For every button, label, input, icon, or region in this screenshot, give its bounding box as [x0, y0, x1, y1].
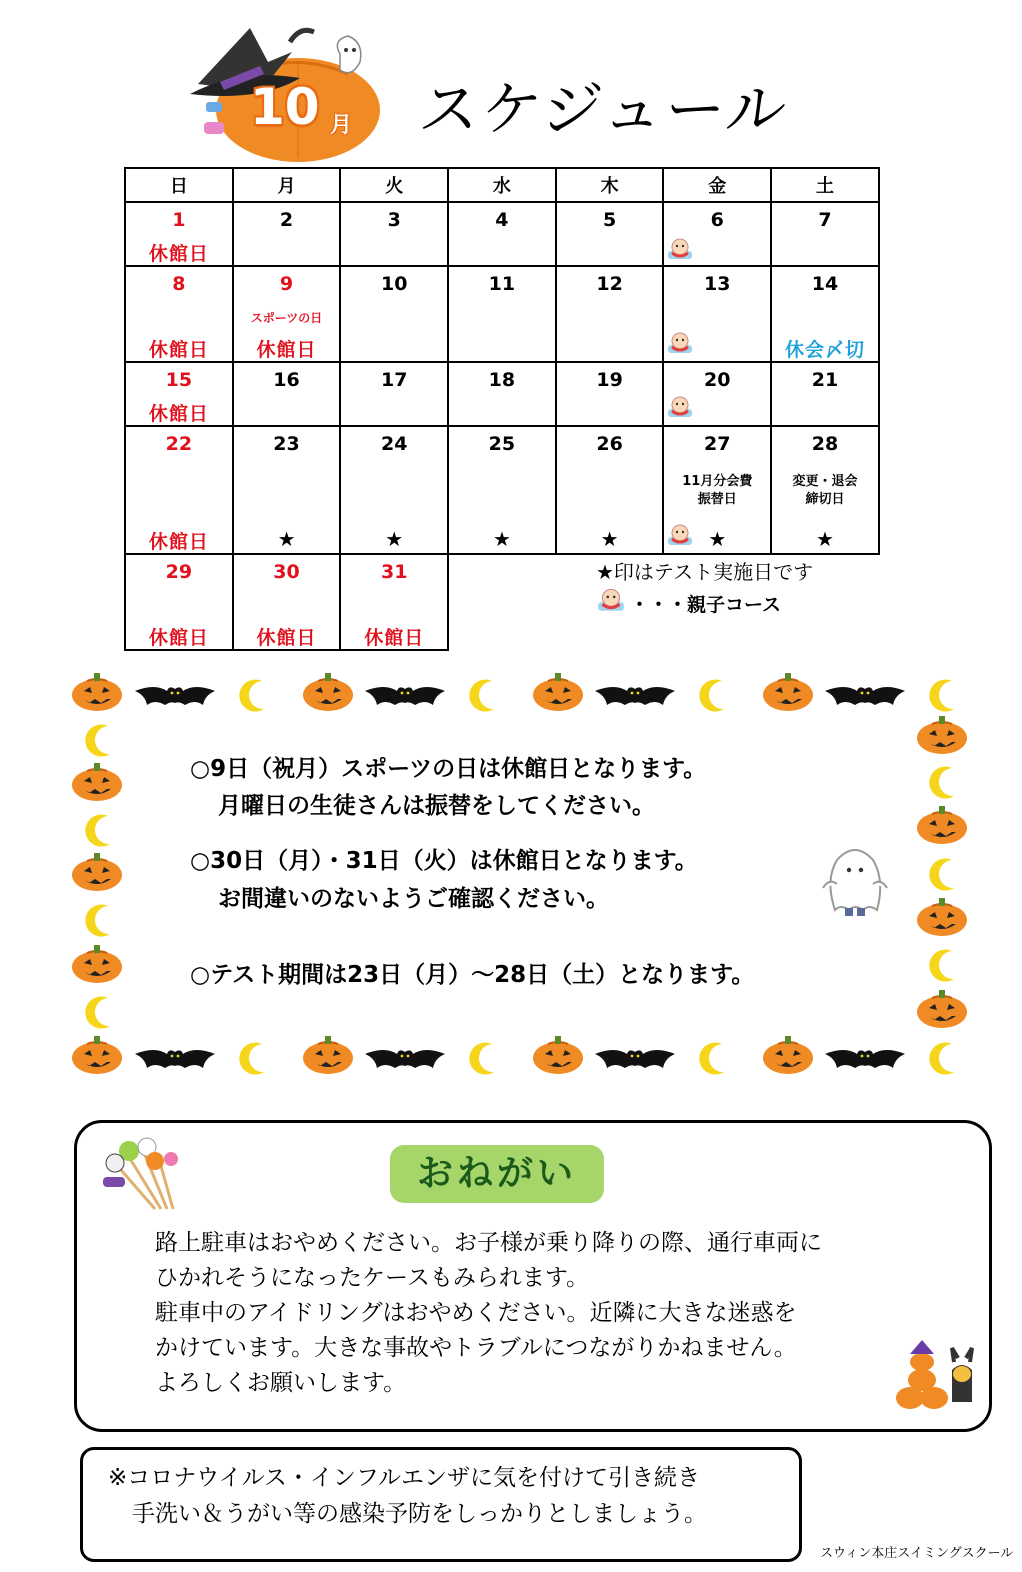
moon-icon	[929, 859, 954, 891]
day-cell-4	[448, 202, 556, 266]
calendar-week-3	[125, 362, 879, 426]
pumpkin-icon	[917, 990, 967, 1028]
day-cell-15	[125, 362, 233, 426]
notice-line-4: お間違いのないようご確認ください。	[218, 886, 609, 912]
day-cell-26	[556, 426, 664, 554]
day-cell-5	[556, 202, 664, 266]
day-cell-2	[233, 202, 341, 266]
day-cell-1	[125, 202, 233, 266]
day-cell-21	[771, 362, 879, 426]
closed-label: 休館日	[148, 339, 209, 361]
bat-icon	[825, 1050, 905, 1068]
day-number: 28	[811, 433, 839, 455]
bat-icon	[825, 687, 905, 705]
day-number: 1	[172, 209, 186, 231]
pumpkin-pile-icon	[892, 1340, 982, 1412]
calendar-week-1	[125, 202, 879, 266]
weekday-mon: 月	[233, 168, 341, 202]
day-number: 5	[602, 209, 617, 231]
day-number: 12	[596, 273, 623, 295]
day-cell-22	[125, 426, 233, 554]
fee-transfer-note	[664, 473, 770, 509]
day-cell-9	[233, 266, 341, 362]
notice-line-2: 月曜日の生徒さんは振替をしてください。	[218, 793, 655, 819]
moon-icon	[239, 680, 264, 712]
request-title: おねがい	[390, 1145, 604, 1203]
weekday-tue: 火	[340, 168, 448, 202]
day-number: 23	[273, 433, 300, 455]
request-line: かけています。大きな事故やトラブルにつながりかねません。	[155, 1335, 797, 1361]
closed-label: 休館日	[256, 627, 317, 649]
day-number: 31	[380, 561, 408, 583]
test-day-star: ★	[816, 527, 834, 551]
moon-icon	[85, 725, 110, 757]
bat-icon	[135, 687, 215, 705]
bat-icon	[365, 1050, 445, 1068]
pumpkin-icon	[72, 673, 122, 711]
moon-icon	[239, 1043, 264, 1075]
day-cell-18	[448, 362, 556, 426]
day-number: 11	[488, 273, 516, 295]
request-text	[155, 1226, 822, 1401]
closed-label: 休館日	[148, 531, 209, 553]
test-day-star: ★	[277, 527, 296, 551]
day-number: 27	[704, 433, 731, 455]
moon-icon	[469, 680, 494, 712]
weekday-thu: 木	[556, 168, 664, 202]
parent-child-legend: ・・・親子コース	[630, 594, 782, 616]
day-number: 6	[710, 209, 724, 231]
day-cell-27	[663, 426, 771, 554]
day-cell-24	[340, 426, 448, 554]
day-number: 25	[488, 433, 516, 455]
closed-label: 休館日	[148, 243, 209, 265]
weekday-sat: 土	[771, 168, 879, 202]
day-cell-31	[340, 554, 448, 650]
test-day-star: ★	[600, 527, 619, 551]
change-deadline-note	[772, 473, 878, 509]
day-cell-6	[663, 202, 771, 266]
month-number: 10	[250, 78, 320, 136]
weekday-sun: 日	[125, 168, 233, 202]
month-unit: 月	[330, 113, 353, 138]
day-number: 10	[380, 273, 408, 295]
school-name: スウィン本庄スイミングスクール	[820, 1546, 1014, 1561]
page-title: スケジュール	[415, 75, 792, 145]
weekday-header-row	[125, 168, 879, 202]
baby-icon	[666, 235, 694, 261]
notice-line-5: ○テスト期間は23日（月）～28日（土）となります。	[190, 962, 755, 988]
day-number: 17	[380, 369, 408, 391]
moon-icon	[469, 1043, 494, 1075]
day-number: 7	[818, 209, 832, 231]
candy-icon	[95, 1133, 190, 1213]
test-day-legend: ★印はテスト実施日です	[596, 560, 814, 584]
pumpkin-icon	[763, 1036, 813, 1074]
day-cell-30	[233, 554, 341, 650]
empty-cell	[448, 554, 556, 650]
notice-line-3: ○30日（月）・31日（火）は休館日となります。	[190, 848, 698, 874]
day-number: 8	[172, 273, 186, 295]
day-number: 14	[811, 273, 839, 295]
pumpkin-icon	[533, 1036, 583, 1074]
request-line: よろしくお願いします。	[155, 1370, 407, 1396]
day-cell-13	[663, 266, 771, 362]
pumpkin-icon	[72, 1036, 122, 1074]
moon-icon	[85, 815, 110, 847]
day-cell-19	[556, 362, 664, 426]
day-cell-17	[340, 362, 448, 426]
day-number: 16	[273, 369, 300, 391]
moon-icon	[85, 997, 110, 1029]
fee-transfer-line1: 11月分会費	[682, 474, 753, 489]
notice-line-1: ○9日（祝月）スポーツの日は休館日となります。	[190, 756, 707, 782]
pumpkin-icon	[303, 673, 353, 711]
covid-line-2: 手洗い＆うがい等の感染予防をしっかりとしましょう。	[132, 1501, 707, 1527]
closed-label: 休館日	[148, 627, 209, 649]
pumpkin-icon	[917, 898, 967, 936]
test-day-star: ★	[708, 527, 727, 551]
bat-icon	[595, 687, 675, 705]
moon-icon	[929, 950, 954, 982]
day-cell-14	[771, 266, 879, 362]
day-cell-3	[340, 202, 448, 266]
day-cell-8	[125, 266, 233, 362]
day-number: 30	[273, 561, 300, 583]
day-number: 24	[380, 433, 408, 455]
day-number: 19	[596, 369, 623, 391]
baby-icon	[596, 585, 626, 613]
day-number: 15	[165, 369, 193, 391]
day-cell-29	[125, 554, 233, 650]
pumpkin-icon	[917, 716, 967, 754]
test-day-star: ★	[492, 527, 511, 551]
covid-line-1: ※コロナウイルス・インフルエンザに気を付けて引き続き	[108, 1465, 700, 1491]
day-number: 21	[811, 369, 839, 391]
pumpkin-icon	[72, 853, 122, 891]
request-line: 駐車中のアイドリングはおやめください。近隣に大きな迷惑を	[155, 1300, 797, 1326]
pumpkin-icon	[72, 945, 122, 983]
day-number: 3	[387, 209, 401, 231]
moon-icon	[699, 1043, 724, 1075]
day-number: 20	[704, 369, 731, 391]
day-cell-12	[556, 266, 664, 362]
moon-icon	[699, 680, 724, 712]
closed-label: 休館日	[148, 403, 209, 425]
request-line: ひかれそうになったケースもみられます。	[155, 1265, 590, 1291]
calendar-week-2	[125, 266, 879, 362]
closed-label: 休館日	[256, 339, 317, 361]
pumpkin-icon	[72, 763, 122, 801]
day-cell-23	[233, 426, 341, 554]
day-number: 13	[704, 273, 731, 295]
day-number: 9	[279, 273, 294, 295]
request-line: 路上駐車はおやめください。お子様が乗り降りの際、通行車両に	[155, 1230, 822, 1256]
bat-icon	[595, 1050, 675, 1068]
day-cell-28	[771, 426, 879, 554]
day-number: 18	[488, 369, 516, 391]
baby-icon	[666, 393, 694, 419]
moon-icon	[929, 680, 954, 712]
fee-transfer-line2: 振替日	[697, 492, 737, 507]
moon-icon	[85, 905, 110, 937]
weekday-wed: 水	[448, 168, 556, 202]
day-number: 22	[165, 433, 193, 455]
day-number: 29	[165, 561, 193, 583]
baby-icon	[666, 329, 694, 355]
bat-icon	[135, 1050, 215, 1068]
change-deadline-line1: 変更・退会	[792, 474, 858, 489]
weekday-fri: 金	[663, 168, 771, 202]
day-cell-25	[448, 426, 556, 554]
covid-text	[108, 1460, 707, 1532]
suspension-deadline-label: 休会〆切	[784, 339, 865, 361]
ghost-icon	[815, 840, 895, 922]
bat-icon	[365, 687, 445, 705]
day-cell-7	[771, 202, 879, 266]
sports-day-label: スポーツの日	[250, 311, 323, 325]
pumpkin-icon	[763, 673, 813, 711]
pumpkin-icon	[533, 673, 583, 711]
calendar-week-4	[125, 426, 879, 554]
day-number: 26	[596, 433, 623, 455]
pumpkin-icon	[303, 1036, 353, 1074]
closed-label: 休館日	[364, 627, 425, 649]
day-number: 2	[279, 209, 294, 231]
test-day-star: ★	[385, 527, 404, 551]
day-cell-16	[233, 362, 341, 426]
day-cell-11	[448, 266, 556, 362]
pumpkin-icon	[917, 806, 967, 844]
day-cell-20	[663, 362, 771, 426]
moon-icon	[929, 1043, 954, 1075]
change-deadline-line2: 締切日	[805, 492, 845, 507]
day-number: 4	[495, 209, 509, 231]
day-cell-10	[340, 266, 448, 362]
moon-icon	[929, 767, 954, 799]
